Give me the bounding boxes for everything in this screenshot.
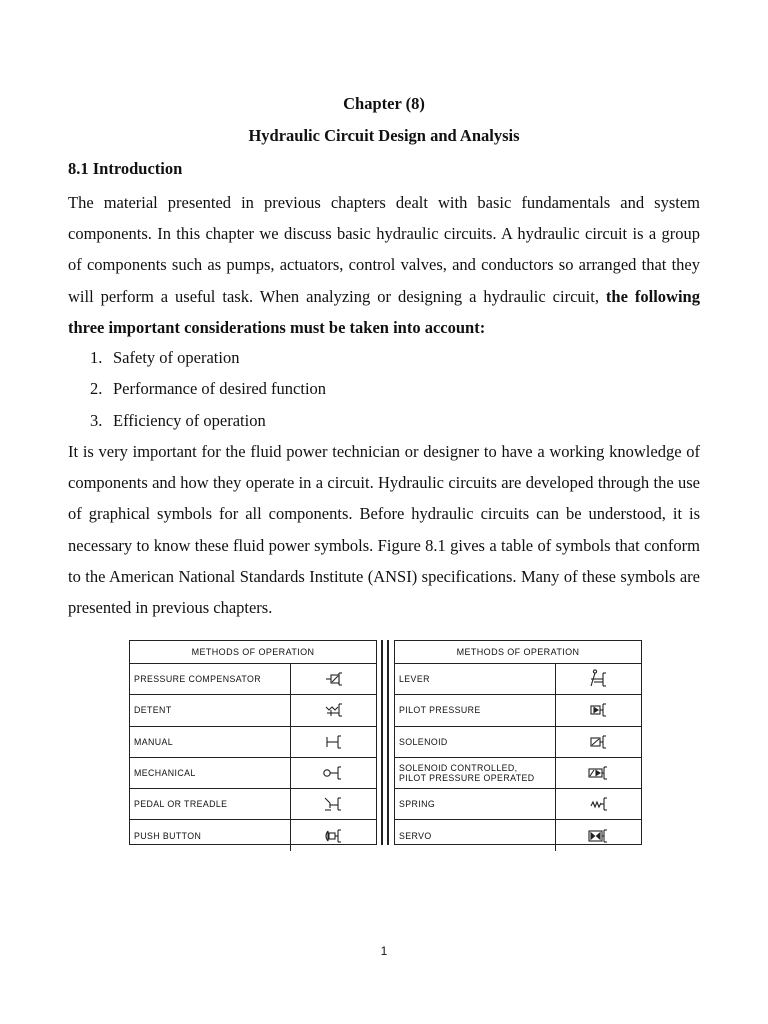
table-row: [395, 695, 641, 726]
list-text: Efficiency of operation: [113, 410, 266, 430]
push-button-symbol-icon: [291, 820, 376, 850]
solenoid-pilot-symbol-icon: [556, 758, 641, 788]
spring-symbol-icon: [556, 789, 641, 819]
symbol-name: MECHANICAL: [130, 758, 291, 788]
list-number: 3.: [90, 410, 103, 430]
table-divider: [377, 640, 394, 845]
detent-symbol-icon: [291, 695, 376, 725]
symbol-table: [129, 640, 642, 845]
symbol-table-right: [394, 640, 642, 845]
mechanical-symbol-icon: [291, 758, 376, 788]
pressure-compensator-symbol-icon: [291, 664, 376, 694]
table-header: METHODS OF OPERATION: [395, 641, 641, 664]
table-row: [395, 664, 641, 695]
table-row: [395, 820, 641, 850]
intro-paragraph: [68, 187, 700, 343]
table-row: [130, 820, 376, 850]
symbol-name: LEVER: [395, 664, 556, 694]
list-number: 1.: [90, 348, 103, 367]
table-row: [130, 727, 376, 758]
intro-paragraph-text: The material presented in previous chapters dealt with basic fundamentals and system components. In this chapter we discuss basic hydraulic circuits. A hydraulic circuit is a group of components such as pumps, actuators, control valves, and conductors so arranged that they will perform a useful task. When analyzing or designing a hydraulic circuit,: [68, 193, 700, 306]
considerations-list: [90, 342, 326, 436]
list-item: [90, 405, 326, 436]
symbol-name: PRESSURE COMPENSATOR: [130, 664, 291, 694]
section-heading: 8.1 Introduction: [68, 159, 183, 178]
table-row: [130, 695, 376, 726]
table-row: [395, 789, 641, 820]
table-row: [130, 664, 376, 695]
solenoid-symbol-icon: [556, 727, 641, 757]
lever-symbol-icon: [556, 664, 641, 694]
table-row: [130, 789, 376, 820]
symbol-name: PILOT PRESSURE: [395, 695, 556, 725]
intro-paragraph-bold: the following three important considerations must be taken into account:: [68, 286, 700, 337]
symbol-name: PEDAL OR TREADLE: [130, 789, 291, 819]
symbol-name-line2: PILOT PRESSURE OPERATED: [399, 773, 535, 784]
chapter-title: Hydraulic Circuit Design and Analysis: [248, 126, 520, 145]
list-text: Performance of desired function: [113, 379, 327, 399]
table-row: [395, 727, 641, 758]
table-row: [130, 758, 376, 789]
list-item: [90, 373, 326, 404]
list-text: Safety of operation: [113, 348, 240, 367]
servo-symbol-icon: [556, 820, 641, 850]
symbol-name: MANUAL: [130, 727, 291, 757]
chapter-label: Chapter (8): [343, 94, 425, 113]
symbol-name: SOLENOID: [395, 727, 556, 757]
table-header: METHODS OF OPERATION: [130, 641, 376, 664]
symbol-name: DETENT: [130, 695, 291, 725]
list-number: 2.: [90, 379, 103, 399]
symbols-paragraph: It is very important for the fluid power technician or designer to have a working knowledge of components and how they operate in a circuit. Hydraulic circuits are developed through the use of graphical symbols for all components. Before hydraulic circuits can be understood, it is necessary to know these fluid power symbols. Figure 8.1 gives a table of symbols that conform to the American National Standards Institute (ANSI) specifications. Many of these symbols are presented in previous chapters.: [68, 442, 700, 618]
pilot-pressure-symbol-icon: [556, 695, 641, 725]
pedal-symbol-icon: [291, 789, 376, 819]
symbol-name-line1: SOLENOID CONTROLLED,: [399, 763, 518, 774]
symbol-table-left: [129, 640, 377, 845]
symbol-name: SERVO: [395, 820, 556, 850]
symbol-name: PUSH BUTTON: [130, 820, 291, 850]
manual-symbol-icon: [291, 727, 376, 757]
symbol-name: SPRING: [395, 789, 556, 819]
symbol-name: [395, 758, 556, 788]
list-item: [90, 342, 326, 373]
table-row: [395, 758, 641, 789]
page-number: 1: [380, 944, 388, 958]
